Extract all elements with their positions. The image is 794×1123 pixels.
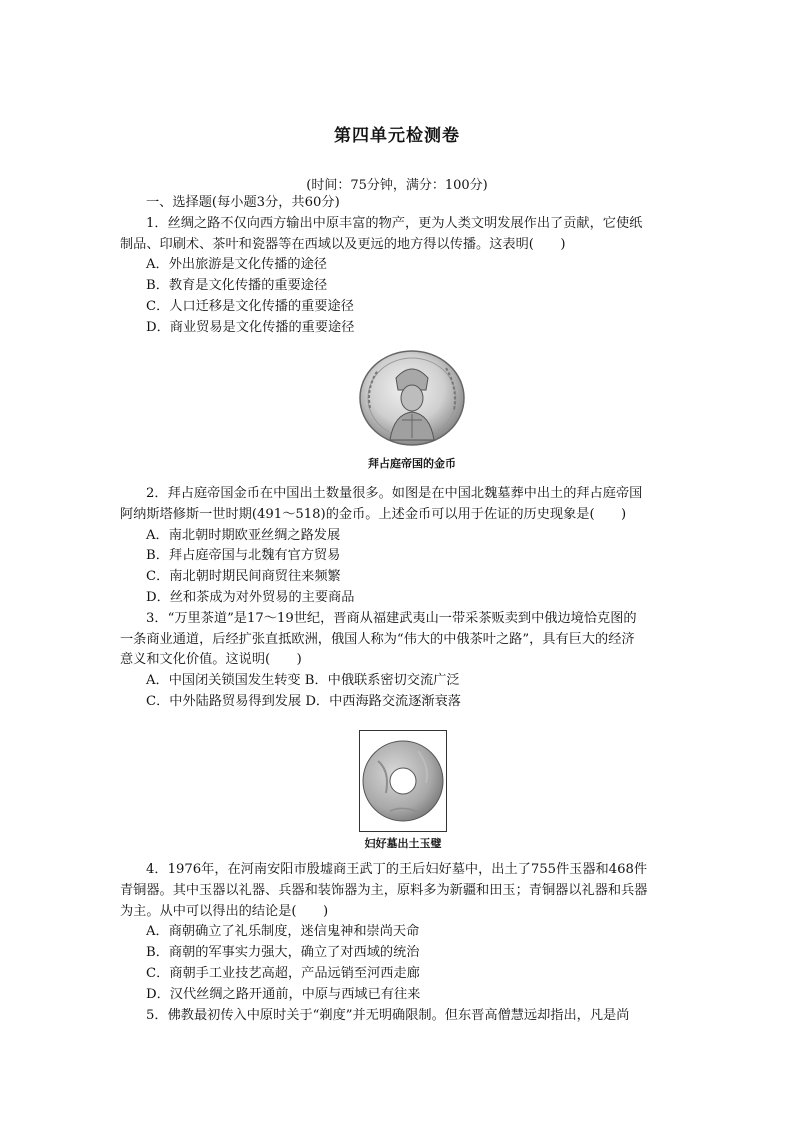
option-b: B．教育是文化传播的重要途径 <box>146 278 328 294</box>
question-4-block <box>120 860 676 1026</box>
question-stem-line: 一条商业通道，后经扩张直抵欧洲，俄国人称为“伟大的中俄茶叶之路”，具有巨大的经济 <box>120 631 635 647</box>
option-c: C．商朝手工业技艺高超，产品远销至河西走廊 <box>146 965 420 981</box>
question-stem-line: 为主。从中可以得出的结论是( ) <box>120 903 329 919</box>
option-d: D．商业贸易是文化传播的重要途径 <box>146 319 355 335</box>
option-c: C．人口迁移是文化传播的重要途径 <box>146 298 354 314</box>
figure-caption: 拜占庭帝国的金币 <box>368 457 456 470</box>
figure-gold-coin <box>356 348 468 471</box>
option-a: A．外出旅游是文化传播的途径 <box>146 257 327 273</box>
option-a: A．南北朝时期欧亚丝绸之路发展 <box>146 527 341 543</box>
option-b: B．拜占庭帝国与北魏有官方贸易 <box>146 548 341 564</box>
question-stem-line: 2．拜占庭帝国金币在中国出土数量很多。如图是在中国北魏墓葬中出土的拜占庭帝国 <box>146 486 643 501</box>
question-stem-line: 阿纳斯塔修斯一世时期(491～518)的金币。上述金币可以用于佐证的历史现象是( ) <box>120 506 627 522</box>
option-b: B．商朝的军事实力强大，确立了对西域的统治 <box>146 945 420 961</box>
figure-jade-disc <box>359 730 447 851</box>
page-title: 第四单元检测卷 <box>334 126 460 146</box>
section-heading: 一、选择题(每小题3分，共60分) <box>146 195 340 210</box>
question-2-block <box>120 484 676 713</box>
option-d: D．汉代丝绸之路开通前，中原与西域已有往来 <box>146 986 421 1002</box>
question-stem-line: 制品、印刷术、茶叶和瓷器等在西域以及更远的地方得以传播。这表明( ) <box>120 236 566 252</box>
exam-info: (时间：75分钟，满分：100分) <box>306 178 488 193</box>
question-stem-line: 意义和文化价值。这说明( ) <box>120 652 302 668</box>
figure-frame <box>359 730 447 832</box>
question-stem-line: 青铜器。其中玉器以礼器、兵器和装饰器为主，原料多为新疆和田玉；青铜器以礼器和兵器 <box>120 882 648 898</box>
question-1-block <box>120 193 676 339</box>
option-ab: A．中国闭关锁国发生转变 B．中俄联系密切交流广泛 <box>146 673 460 689</box>
option-d: D．丝和茶成为对外贸易的主要商品 <box>146 589 355 605</box>
jade-disc-image <box>360 731 446 831</box>
option-a: A．商朝确立了礼乐制度，迷信鬼神和崇尚天命 <box>146 924 420 940</box>
question-stem-line: 5．佛教最初传入中原时关于“剃度”并无明确限制。但东晋高僧慧远却指出，凡是尚 <box>146 1007 630 1023</box>
gold-coin-image <box>356 348 468 448</box>
question-stem-line: 4．1976年，在河南安阳市殷墟商王武丁的王后妇好墓中，出土了755件玉器和468件 <box>146 862 648 877</box>
figure-caption: 妇好墓出土玉璧 <box>364 837 442 850</box>
option-c: C．南北朝时期民间商贸往来频繁 <box>146 569 341 585</box>
question-stem-line: 3．“万里茶道”是17～19世纪，晋商从福建武夷山一带采茶贩卖到中俄边境恰克图的 <box>146 610 637 626</box>
option-cd: C．中外陆路贸易得到发展 D．中西海路交流逐渐衰落 <box>146 693 461 709</box>
question-stem-line: 1．丝绸之路不仅向西方输出中原丰富的物产，更为人类文明发展作出了贡献，它使纸 <box>146 215 643 231</box>
